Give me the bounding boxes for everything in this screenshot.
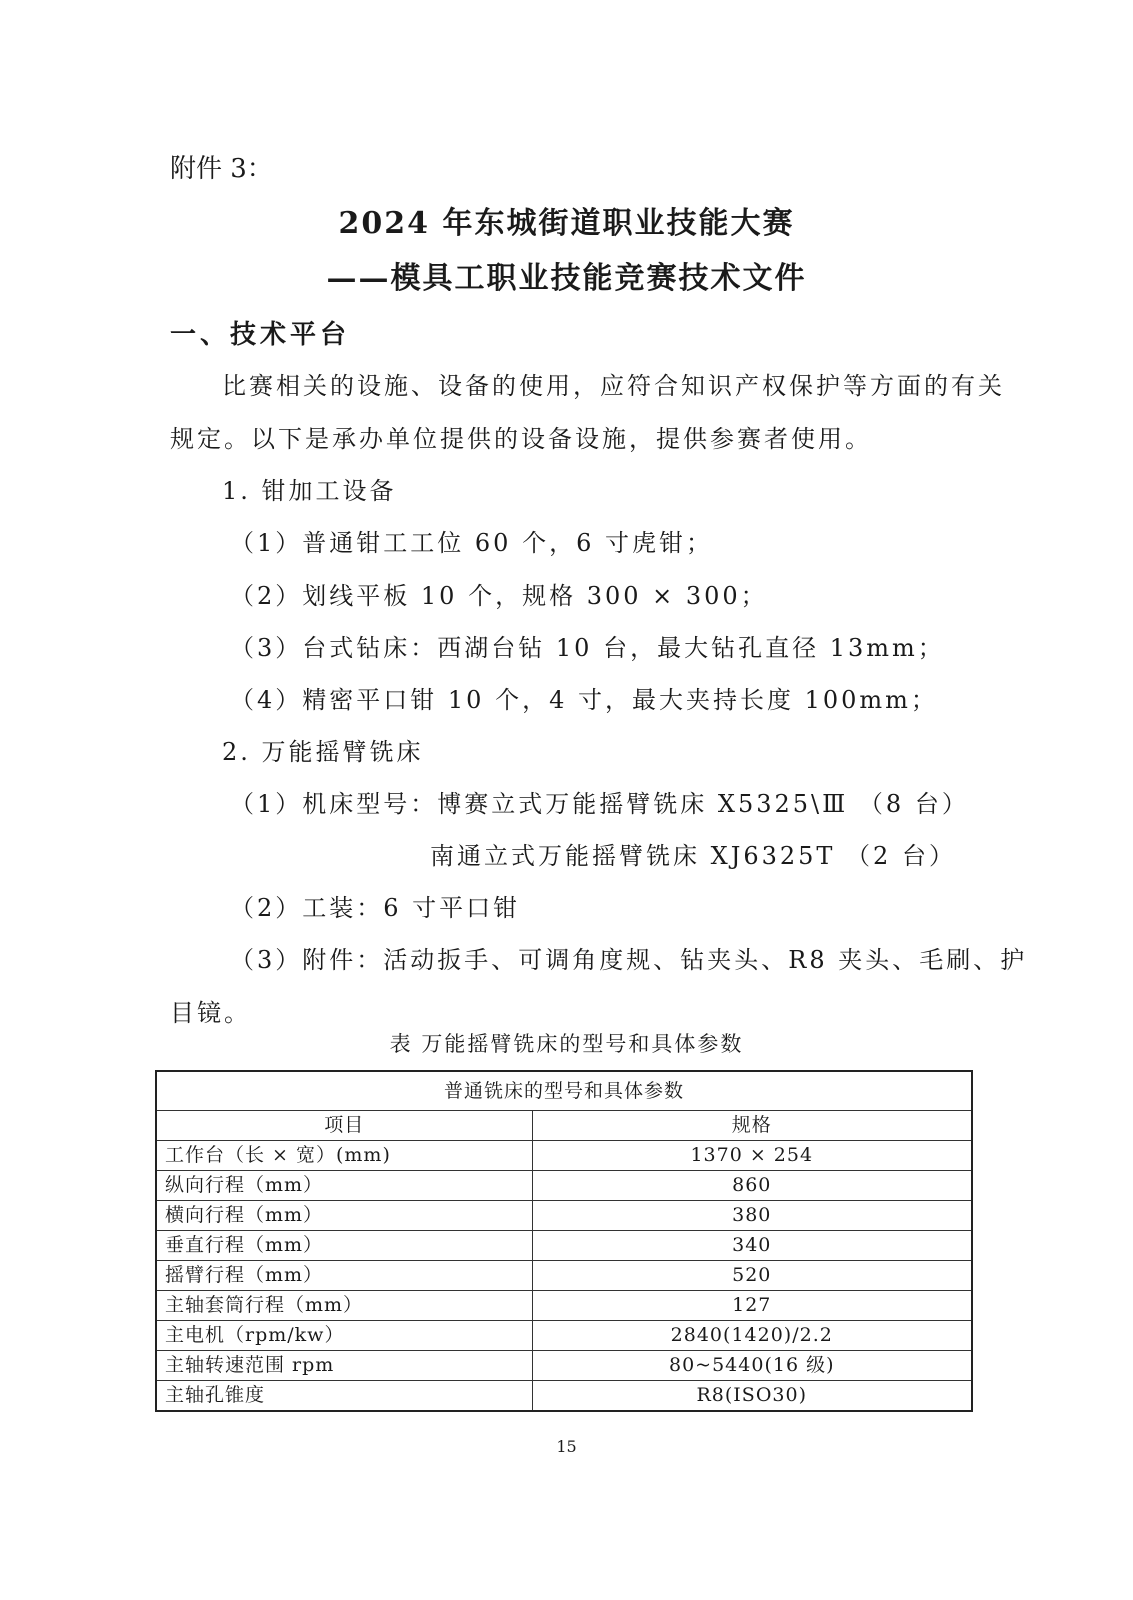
table-row xyxy=(156,1231,972,1261)
spec-table xyxy=(155,1070,973,1412)
title-line-1: 2024 年东城街道职业技能大赛 xyxy=(338,206,795,241)
item1-sub-1: （1）普通钳工工位 60 个，6 寸虎钳； xyxy=(230,529,713,557)
table-title-row xyxy=(156,1071,972,1111)
table-title: 普通铣床的型号和具体参数 xyxy=(156,1071,972,1111)
table-row xyxy=(156,1321,972,1351)
row-item: 主轴转速范围 rpm xyxy=(156,1351,532,1381)
row-spec: 860 xyxy=(532,1171,972,1201)
row-item: 垂直行程（mm） xyxy=(156,1231,532,1261)
row-spec: 2840(1420)/2.2 xyxy=(532,1321,972,1351)
row-item: 工作台（长 × 宽）(mm) xyxy=(156,1141,532,1171)
table-row xyxy=(156,1261,972,1291)
item2-heading: 2. 万能摇臂铣床 xyxy=(222,738,424,766)
accessories-line-1: （3）附件：活动扳手、可调角度规、钻夹头、R8 夹头、毛刷、护 xyxy=(230,946,1028,974)
title-line-2: ——模具工职业技能竞赛技术文件 xyxy=(326,261,807,296)
row-item: 主轴套筒行程（mm） xyxy=(156,1291,532,1321)
table-row xyxy=(156,1351,972,1381)
tooling-line: （2）工装：6 寸平口钳 xyxy=(230,894,521,922)
row-spec: R8(ISO30) xyxy=(532,1381,972,1412)
header-item: 项目 xyxy=(156,1111,532,1141)
table-row xyxy=(156,1141,972,1171)
machine-model-line-1: （1）机床型号：博赛立式万能摇臂铣床 X5325\Ⅲ （8 台） xyxy=(230,790,969,818)
attachment-label: 附件 3： xyxy=(170,154,273,184)
item1-sub-2: （2）划线平板 10 个，规格 300 × 300； xyxy=(230,582,768,610)
row-item: 摇臂行程（mm） xyxy=(156,1261,532,1291)
table-row xyxy=(156,1171,972,1201)
paragraph-line-2: 规定。以下是承办单位提供的设备设施，提供参赛者使用。 xyxy=(170,425,872,453)
table-caption: 表 万能摇臂铣床的型号和具体参数 xyxy=(389,1032,744,1056)
row-spec: 380 xyxy=(532,1201,972,1231)
row-spec: 80~5440(16 级) xyxy=(532,1351,972,1381)
table-row xyxy=(156,1291,972,1321)
table-header-row xyxy=(156,1111,972,1141)
item1-heading: 1. 钳加工设备 xyxy=(222,477,397,505)
row-item: 横向行程（mm） xyxy=(156,1201,532,1231)
row-item: 主轴孔锥度 xyxy=(156,1381,532,1412)
accessories-line-2: 目镜。 xyxy=(170,999,251,1027)
item1-sub-4: （4）精密平口钳 10 个，4 寸，最大夹持长度 100mm； xyxy=(230,686,938,714)
table-row xyxy=(156,1201,972,1231)
row-spec: 340 xyxy=(532,1231,972,1261)
row-spec: 1370 × 254 xyxy=(532,1141,972,1171)
item1-sub-3: （3）台式钻床：西湖台钻 10 台，最大钻孔直径 13mm； xyxy=(230,634,945,662)
paragraph-line-1: 比赛相关的设施、设备的使用，应符合知识产权保护等方面的有关 xyxy=(222,372,1005,400)
header-spec: 规格 xyxy=(532,1111,972,1141)
table-row xyxy=(156,1381,972,1412)
section-heading: 一、技术平台 xyxy=(170,320,351,350)
row-spec: 520 xyxy=(532,1261,972,1291)
row-spec: 127 xyxy=(532,1291,972,1321)
machine-model-line-2: 南通立式万能摇臂铣床 XJ6325T （2 台） xyxy=(430,842,956,870)
row-item: 主电机（rpm/kw） xyxy=(156,1321,532,1351)
row-item: 纵向行程（mm） xyxy=(156,1171,532,1201)
page-number: 15 xyxy=(556,1437,577,1456)
